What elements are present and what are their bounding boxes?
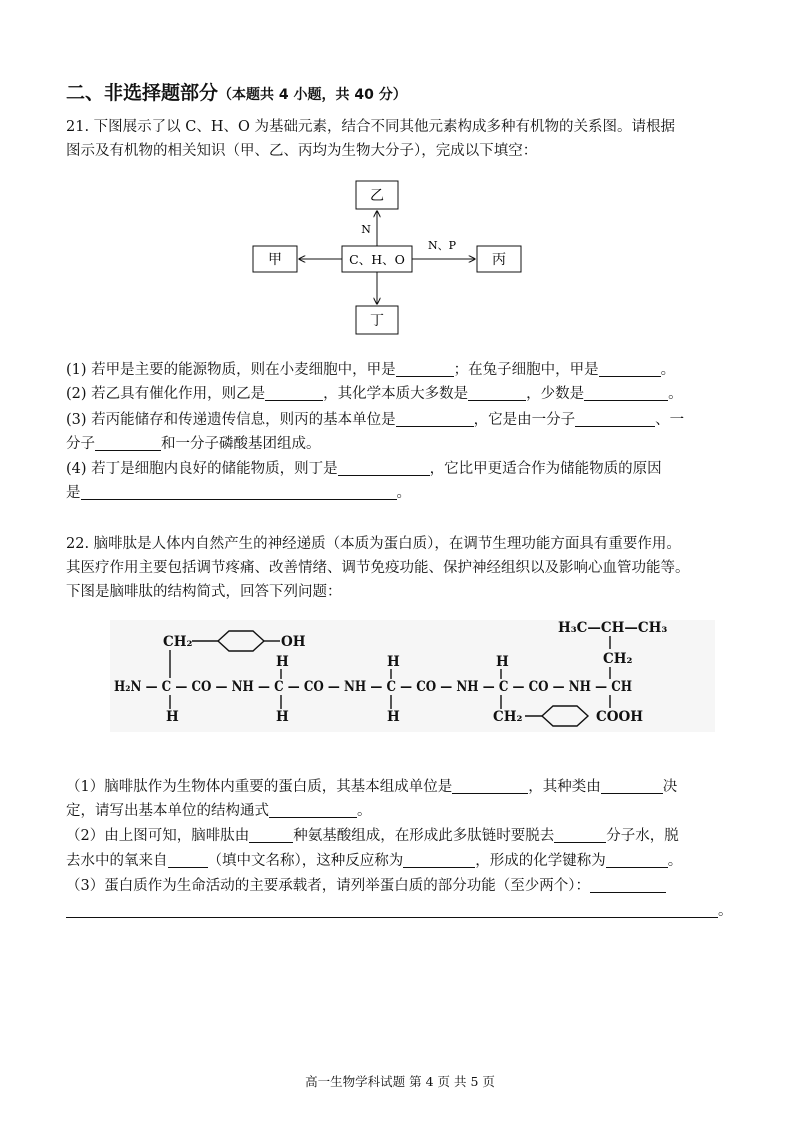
answer-blank-22-1a[interactable] xyxy=(452,778,528,794)
main-chain: H₂N — C — CO — NH — C — CO — NH — C — CO — NH — C — CO — NH — CH xyxy=(114,679,633,695)
q22-part2-cont: 去水中的氧来自 （填中文名称），这种反应称为 ，形成的化学键称为 。 xyxy=(66,853,683,869)
answer-blank-21-4b[interactable] xyxy=(81,484,397,500)
answer-blank-21-3a[interactable] xyxy=(396,411,474,427)
answer-blank-22-1b[interactable] xyxy=(601,778,663,794)
q22-part1: （1）脑啡肽作为生物体内重要的蛋白质，其基本组成单位是 ，其种类由 决 xyxy=(66,779,678,795)
box-jia-label: 甲 xyxy=(268,252,282,268)
section-heading: 二、非选择题部分 xyxy=(66,82,219,104)
arrow-up-label: N xyxy=(361,223,371,236)
q21-part4-cont: 是 。 xyxy=(66,485,411,501)
q22-stem-line1: 22. 脑啡肽是人体内自然产生的神经递质（本质为蛋白质），在调节生理功能方面具有重要作用。 xyxy=(66,536,681,552)
q22-part3: （3）蛋白质作为生命活动的主要承载者，请列举蛋白质的部分功能（至少两个）： xyxy=(66,876,666,896)
answer-blank-21-3b[interactable] xyxy=(575,411,655,427)
q21-part3-cont: 分子 和一分子磷酸基团组成。 xyxy=(66,436,321,452)
answer-blank-22-2b[interactable] xyxy=(554,827,606,843)
answer-blank-22-3a[interactable] xyxy=(590,877,666,893)
q21-part3: (3) 若丙能储存和传递遗传信息，则丙的基本单位是 ，它是由一分子 、一 xyxy=(66,412,685,428)
page-footer: 高一生物学科试题 第 4 页 共 5 页 xyxy=(305,1074,495,1089)
q21-stem-line2: 图示及有机物的相关知识（甲、乙、丙均为生物大分子），完成以下填空： xyxy=(66,143,538,159)
r5-isopropyl: H₃C—CH—CH₃ xyxy=(558,620,668,636)
q21-part1: (1) 若甲是主要的能源物质，则在小麦细胞中，甲是 ；在兔子细胞中，甲是 。 xyxy=(66,362,676,378)
answer-blank-21-2c[interactable] xyxy=(584,385,668,401)
r1-ch2: CH₂ xyxy=(163,634,193,650)
r3-bottom-h: H xyxy=(387,709,400,725)
box-ding-label: 丁 xyxy=(370,313,384,329)
element-relation-diagram xyxy=(240,175,530,340)
answer-blank-22-2d[interactable] xyxy=(403,852,475,868)
box-bing-label: 丙 xyxy=(492,252,506,268)
carboxyl: COOH xyxy=(596,709,644,725)
box-yi-label: 乙 xyxy=(370,188,384,204)
arrow-right-label: N、P xyxy=(427,239,457,252)
r4-ch2: CH₂ xyxy=(493,709,523,725)
section-title xyxy=(66,78,407,105)
q22-stem-line3: 下图是脑啡肽的结构简式，回答下列问题： xyxy=(66,584,342,600)
answer-blank-21-1a[interactable] xyxy=(396,361,454,377)
r1-bottom-h: H xyxy=(166,709,179,725)
box-center-label: C、H、O xyxy=(349,252,405,267)
answer-blank-21-2a[interactable] xyxy=(265,385,323,401)
answer-blank-21-3c[interactable] xyxy=(95,435,161,451)
answer-blank-22-2e[interactable] xyxy=(606,852,668,868)
section-note: （本题共 4 小题，共 40 分） xyxy=(218,87,407,103)
answer-blank-22-1c[interactable] xyxy=(269,802,357,818)
answer-blank-22-2a[interactable] xyxy=(249,827,293,843)
q21-stem-line1: 21. 下图展示了以 C、H、O 为基础元素，结合不同其他元素构成多种有机物的关系图。请根据 xyxy=(66,119,676,135)
answer-blank-21-2b[interactable] xyxy=(468,385,526,401)
q21-part2: (2) 若乙具有催化作用，则乙是 ，其化学本质大多数是 ，少数是 。 xyxy=(66,386,683,402)
q22-part2: （2）由上图可知，脑啡肽由 种氨基酸组成，在形成此多肽链时要脱去 分子水，脱 xyxy=(66,828,679,844)
r3-top-h: H xyxy=(387,654,400,670)
q22-part1-cont: 定，请写出基本单位的结构通式 。 xyxy=(66,803,372,819)
r2-top-h: H xyxy=(276,654,289,670)
r5-ch2: CH₂ xyxy=(603,651,633,667)
answer-blank-22-2c[interactable] xyxy=(168,852,208,868)
answer-blank-21-4a[interactable] xyxy=(338,460,430,476)
answer-blank-21-1b[interactable] xyxy=(599,361,661,377)
hydroxyl: OH xyxy=(281,634,306,650)
q22-stem-line2: 其医疗作用主要包括调节疼痛、改善情绪、调节免疫功能、保护神经组织以及影响心血管功能等。 xyxy=(66,560,690,576)
answer-blank-22-3b[interactable] xyxy=(66,902,718,918)
enkephalin-structure xyxy=(100,612,720,740)
r4-top-h: H xyxy=(496,654,509,670)
q21-part4: (4) 若丁是细胞内良好的储能物质，则丁是 ，它比甲更适合作为储能物质的原因 xyxy=(66,461,662,477)
q22-part3-cont: 。 xyxy=(66,901,733,921)
r2-bottom-h: H xyxy=(276,709,289,725)
